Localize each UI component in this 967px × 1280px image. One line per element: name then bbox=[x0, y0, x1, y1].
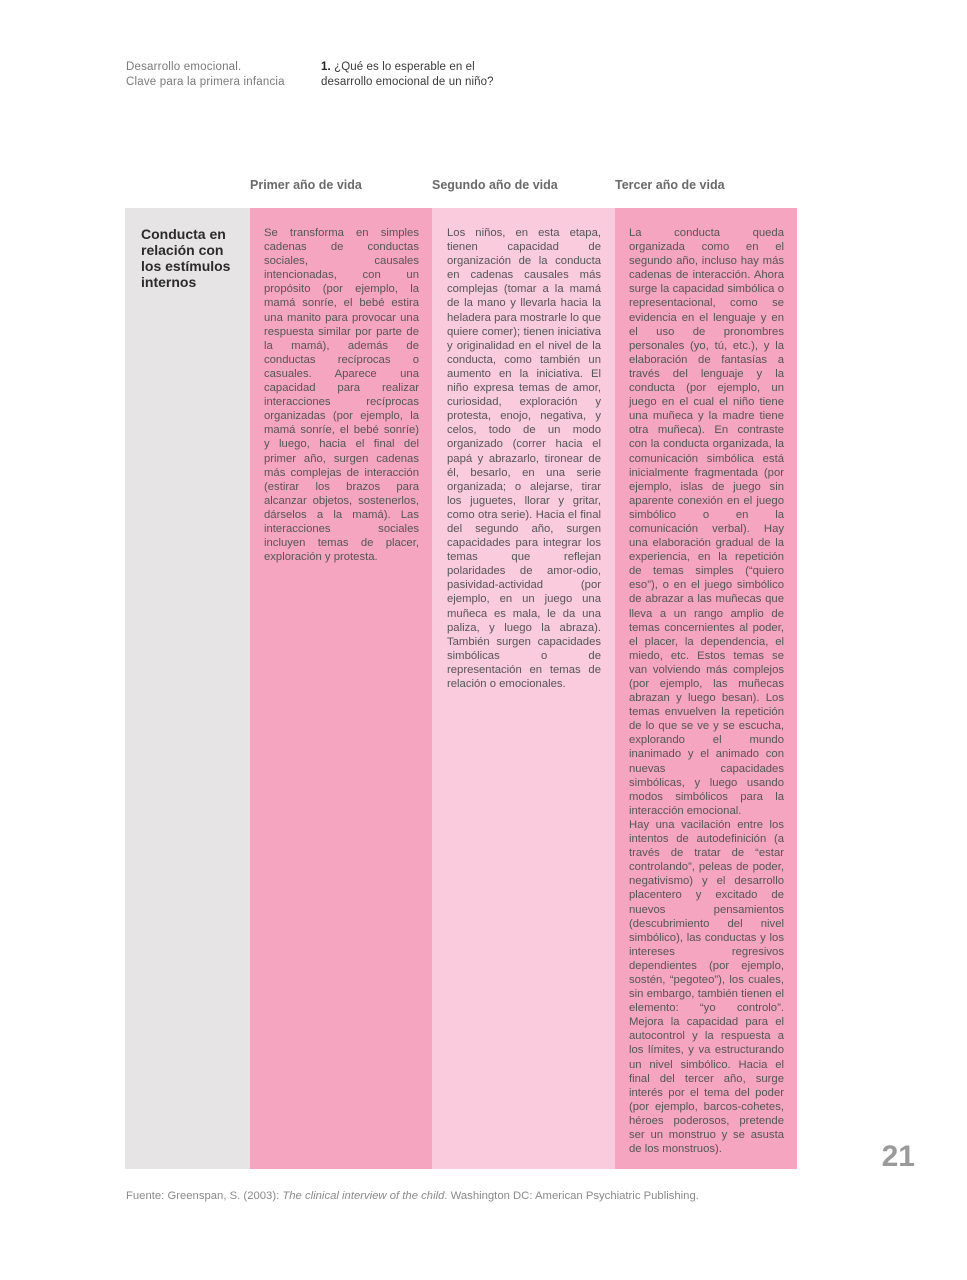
cell-paragraph: Hay una vacilación entre los intentos de autodefinición (a través de tratar de “estar controlando”, peleas de poder, negativismo) y el desarrollo placentero y excitado de nuevos pensamientos (descubrimiento del nivel simbólico), las conductas y los intereses regresivos dependientes (por ejemplo, sostén, “pegoteo”), los cuales, sin embargo, también tienen el elemento: “yo controlo”. Mejora la capacidad para el autocontrol y la respuesta a los límites, y va estructurando un nivel simbólico. Hacia el final del tercer año, surge interés por el tema del poder (por ejemplo, barcos-cohetes, héroes poderosos, pretende ser un monstruo y se asusta de los monstruos). bbox=[629, 818, 784, 1156]
book-title-line2: Clave para la primera infancia bbox=[126, 75, 285, 88]
chapter-number: 1. bbox=[321, 61, 331, 73]
column-header-second-year: Segundo año de vida bbox=[432, 178, 558, 192]
book-title-line1: Desarrollo emocional. bbox=[126, 61, 242, 73]
chapter-title-line2: desarrollo emocional de un niño? bbox=[321, 75, 494, 88]
chapter-title bbox=[321, 60, 581, 89]
chapter-title-line1: ¿Qué es lo esperable en el bbox=[330, 61, 475, 73]
row-label-background bbox=[125, 208, 250, 1169]
column-header-first-year: Primer año de vida bbox=[250, 178, 362, 192]
cell-third-year bbox=[629, 226, 784, 1156]
footnote-title: The clinical interview of the child bbox=[282, 1190, 445, 1202]
row-label: Conducta en relación con los estímulos internos bbox=[141, 226, 231, 290]
cell-paragraph: Los niños, en esta etapa, tienen capacidad de organización de la conducta en cadenas causales más complejas (tomar a la mamá de la mano y llevarla hacia la heladera para mostrarle lo que quiere comer); tienen iniciativa y originalidad en el nivel de la conducta, como también un aumento en la iniciativa. El niño expresa temas de amor, curiosidad, exploración y protesta, enojo, negativa, y celos, todo de un modo organizado (correr hacia el papá y abrazarlo, tironear de él, besarlo, en una serie organizada; o alejarse, tirar los juguetes, llorar y gritar, como otra serie). Hacia el final del segundo año, surgen capacidades para integrar los temas que reflejan polaridades de amor-odio, pasividad-actividad (por ejemplo, en un juego una muñeca es mala, le da una paliza, y luego la abraza). También surgen capacidades simbólicas o de representación en temas de relación o emocionales. bbox=[447, 227, 601, 690]
cell-first-year bbox=[264, 226, 419, 564]
footnote-suffix: . Washington DC: American Psychiatric Publishing. bbox=[444, 1190, 699, 1202]
cell-paragraph: La conducta queda organizada como en el segundo año, incluso hay más cadenas de interacción. Ahora surge la capacidad simbólica o representacional, como se evidencia en el lenguaje y en el uso de pronombres personales (yo, tú, etc.), y la elaboración de fantasías a través del lenguaje y la conducta (por ejemplo, un juego en el cual el niño tiene una muñeca y la madre tiene otra muñeca). En contraste con la conducta organizada, la comunicación simbólica está inicialmente fragmentada (por ejemplo, islas de juego sin aparente conexión en el juego simbólico o en la comunicación verbal). Hay una elaboración gradual de la experiencia, en la repetición de temas simples (“quiero eso”), o en el juego simbólico de abrazar a las muñecas que lleva a un rango amplio de temas concernientes al poder, el placer, la dependencia, el miedo, etc. Estos temas se van volviendo más complejos (por ejemplo, las muñecas abrazan y luego besan). Los temas envuelven la repetición de lo que se ve y se escucha, explorando el mundo inanimado y el animado con nuevas capacidades simbólicas, y luego usando modos simbólicos para la interacción emocional. bbox=[629, 227, 784, 817]
column-header-third-year: Tercer año de vida bbox=[615, 178, 725, 192]
book-title bbox=[126, 60, 316, 89]
cell-paragraph: Se transforma en simples cadenas de conductas sociales, causales intencionadas, con un propósito (por ejemplo, la mamá sonríe, el bebé estira una manito para provocar una respuesta similar por parte de la mamá), además de conductas recíprocas o casuales. Aparece una capacidad para realizar interacciones recíprocas organizadas (por ejemplo, la mamá sonríe, el bebé sonríe) y luego, hacia el final del primer año, surgen cadenas más complejas de interacción (estirar los brazos para alcanzar objetos, sostenerlos, dárselos a la mamá). Las interacciones sociales incluyen temas de placer, exploración y protesta. bbox=[264, 227, 419, 564]
footnote-prefix: Fuente: Greenspan, S. (2003): bbox=[126, 1190, 283, 1202]
source-footnote bbox=[126, 1190, 886, 1202]
cell-second-year bbox=[447, 226, 601, 691]
page-number: 21 bbox=[881, 1140, 915, 1173]
